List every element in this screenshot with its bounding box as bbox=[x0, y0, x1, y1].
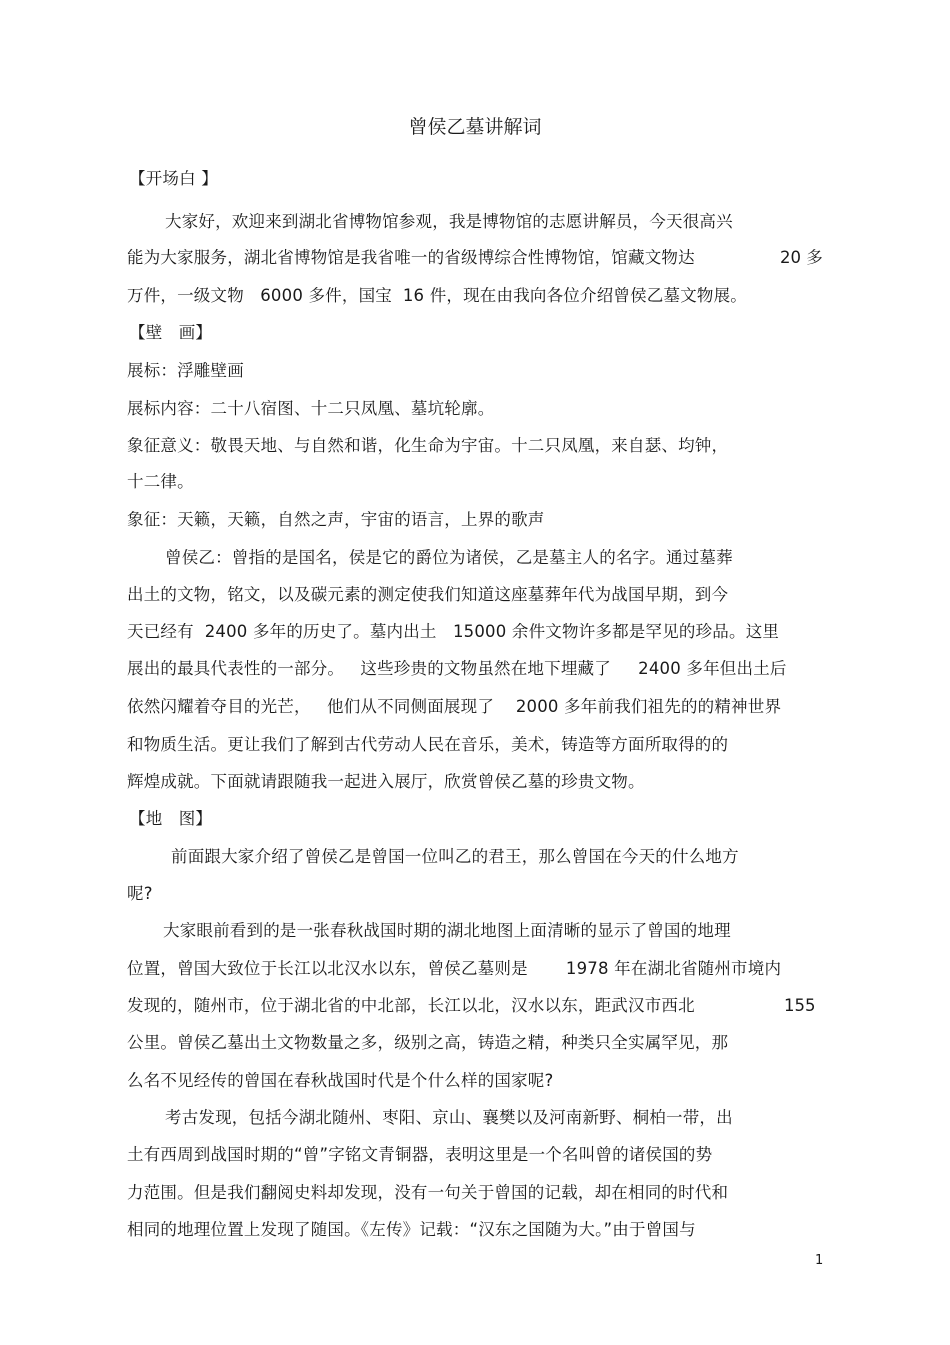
paragraph-line: 土有西周到战国时期的“曾”字铭文青铜器，表明这里是一个名叫曾的诸侯国的势 bbox=[127, 1145, 713, 1164]
paragraph-line: 大家眼前看到的是一张春秋战国时期的湖北地图上面清晰的显示了曾国的地理 bbox=[163, 921, 731, 940]
paragraph-line: 位置，曾国大致位于长江以北汉水以东，曾侯乙墓则是 1978 年在湖北省随州市境内 bbox=[127, 959, 782, 978]
paragraph-line: 象征意义：敬畏天地、与自然和谐，化生命为宇宙。十二只凤凰，来自瑟、均钟， bbox=[127, 436, 729, 455]
paragraph-line: 和物质生活。更让我们了解到古代劳动人民在音乐，美术，铸造等方面所取得的的 bbox=[127, 735, 729, 754]
paragraph-line: 十二律。 bbox=[127, 472, 194, 491]
paragraph-line: 展标内容：二十八宿图、十二只凤凰、墓坑轮廓。 bbox=[127, 399, 495, 418]
paragraph-line: 万件，一级文物 6000 多件，国宝 16 件，现在由我向各位介绍曾侯乙墓文物展。 bbox=[127, 286, 748, 305]
section-heading-opening: 【开场白 】 bbox=[129, 169, 218, 188]
paragraph-line: 展标：浮雕壁画 bbox=[127, 361, 244, 380]
paragraph-line: 能为大家服务，湖北省博物馆是我省唯一的省级博综合性博物馆，馆藏文物达 bbox=[127, 248, 695, 267]
document-title: 曾侯乙墓讲解词 bbox=[408, 116, 542, 138]
paragraph-line: 展出的最具代表性的一部分。 这些珍贵的文物虽然在地下埋藏了 2400 多年但出土后 bbox=[127, 659, 787, 678]
section-heading-map: 【地 图】 bbox=[129, 809, 213, 828]
paragraph-line: 前面跟大家介绍了曾侯乙是曾国一位叫乙的君王，那么曾国在今天的什么地方 bbox=[171, 847, 739, 866]
paragraph-line: 考古发现，包括今湖北随州、枣阳、京山、襄樊以及河南新野、桐柏一带，出 bbox=[165, 1108, 733, 1127]
paragraph-line: 大家好，欢迎来到湖北省博物馆参观，我是博物馆的志愿讲解员，今天很高兴 bbox=[165, 212, 733, 231]
paragraph-line: 象征：天籁，天籁，自然之声，宇宙的语言，上界的歌声 bbox=[127, 510, 545, 529]
section-heading-mural: 【壁 画】 bbox=[129, 323, 213, 342]
paragraph-line: 辉煌成就。下面就请跟随我一起进入展厅，欣赏曾侯乙墓的珍贵文物。 bbox=[127, 772, 645, 791]
paragraph-line: 力范围。但是我们翻阅史料却发现，没有一句关于曾国的记载，却在相同的时代和 bbox=[127, 1183, 729, 1202]
paragraph-line: 依然闪耀着夺目的光芒， 他们从不同侧面展现了 2000 多年前我们祖先的的精神世界 bbox=[127, 697, 782, 716]
paragraph-line: 么名不见经传的曾国在春秋战国时代是个什么样的国家呢? bbox=[127, 1071, 554, 1090]
paragraph-line: 出土的文物，铭文，以及碳元素的测定使我们知道这座墓葬年代为战国早期，到今 bbox=[127, 585, 729, 604]
page-number: 1 bbox=[815, 1253, 824, 1268]
trailing-number: 20 多 bbox=[780, 248, 823, 267]
paragraph-line: 呢? bbox=[127, 884, 153, 903]
paragraph-line: 相同的地理位置上发现了随国。《左传》记载：“汉东之国随为大。”由于曾国与 bbox=[127, 1220, 696, 1239]
paragraph-line: 曾侯乙：曾指的是国名，侯是它的爵位为诸侯，乙是墓主人的名字。通过墓葬 bbox=[165, 548, 733, 567]
paragraph-line: 公里。曾侯乙墓出土文物数量之多，级别之高，铸造之精，种类只全实属罕见，那 bbox=[127, 1033, 729, 1052]
paragraph-line: 天已经有 2400 多年的历史了。墓内出土 15000 余件文物许多都是罕见的珍品。这里 bbox=[127, 622, 780, 641]
trailing-number: 155 bbox=[784, 996, 816, 1015]
paragraph-line: 发现的，随州市，位于湖北省的中北部，长江以北，汉水以东，距武汉市西北 bbox=[127, 996, 695, 1015]
